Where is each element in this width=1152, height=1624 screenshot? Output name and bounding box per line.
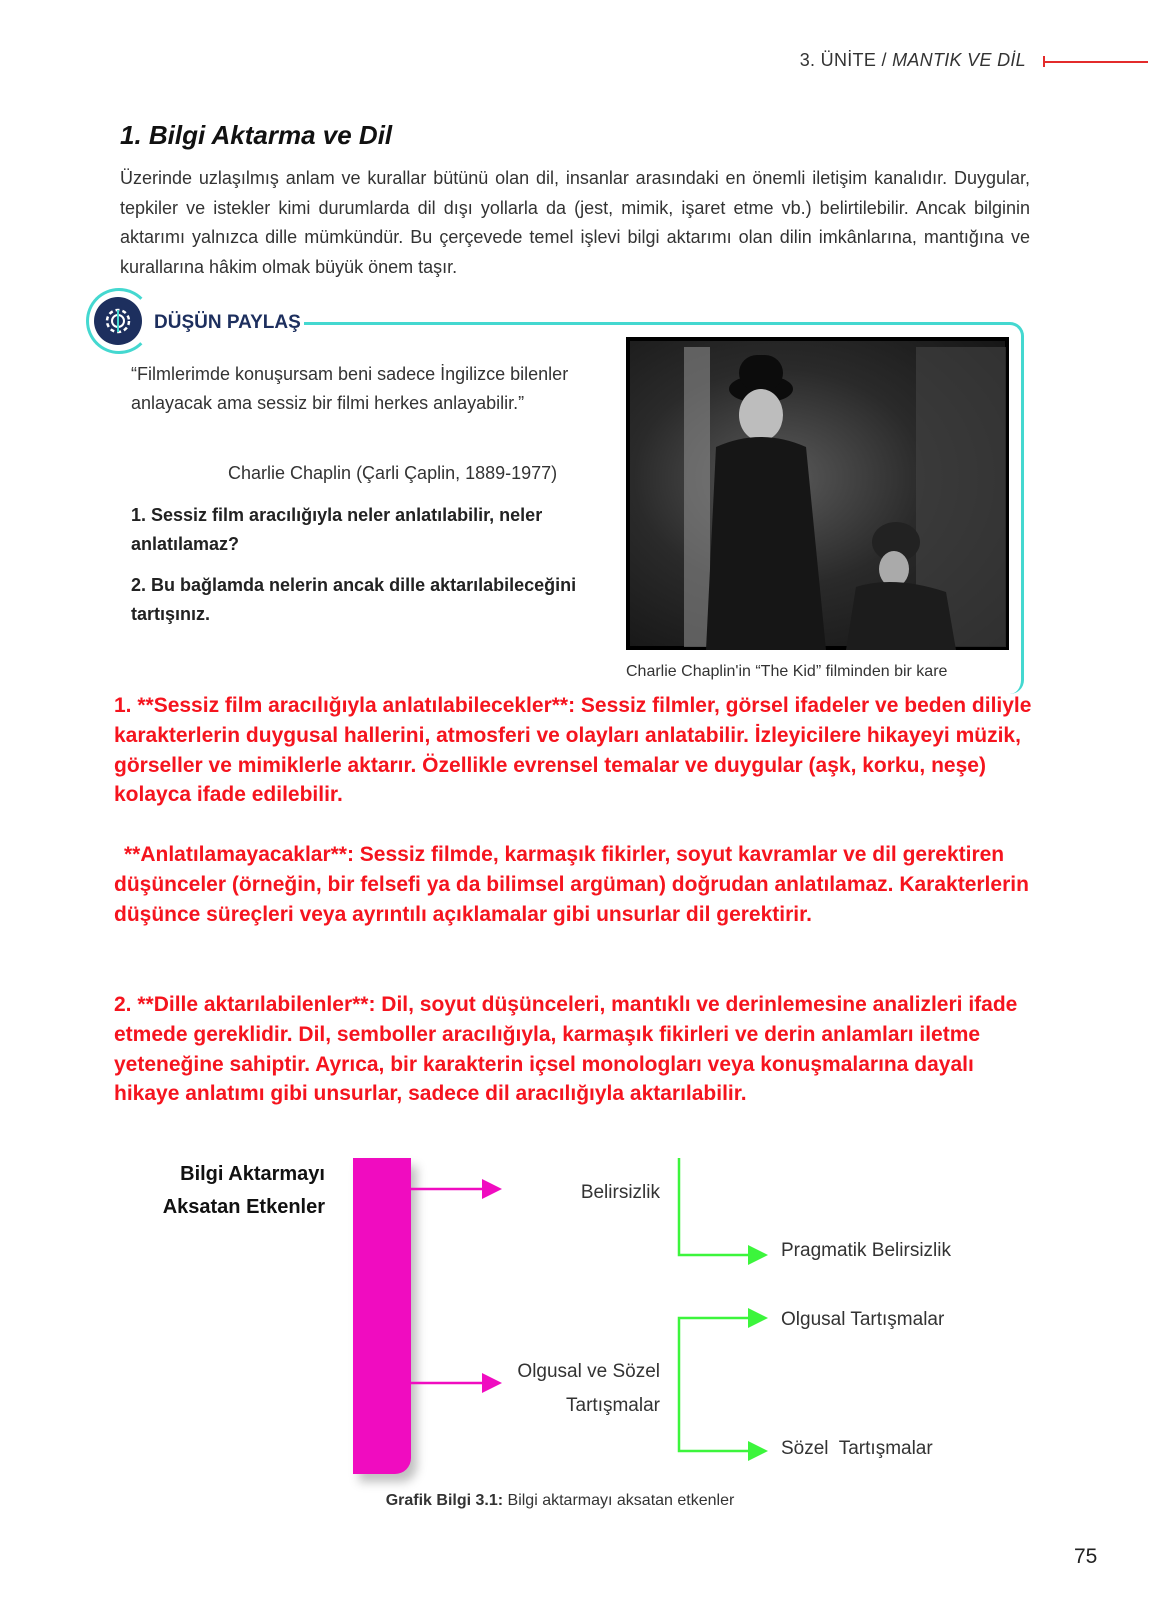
unit-title: MANTIK VE DİL [892, 50, 1026, 70]
node-pragmatik-belirsizlik: Pragmatik Belirsizlik [781, 1240, 951, 1261]
page-number: 75 [1074, 1545, 1098, 1568]
root-line-2: Aksatan Etkenler [162, 1196, 325, 1218]
caption-label: Grafik Bilgi 3.1: [385, 1492, 504, 1509]
intro-paragraph: Üzerinde uzlaşılmış anlam ve kurallar bütünü olan dil, insanlar arasındaki en önemli iletişim kanalıdır. Duygular, tepkiler ve istekler kimi durumlarda dil dışı yollarla da (jest, mimik, işaret etme vb.) belirtilebilir. Ancak bilginin aktarımı yalnızca dille mümkündür. Bu çerçevede temel işlevi bilgi aktarımı olan dilin imkânlarına, mantığına ve kurallarına hâkim olmak büyük önem taşır. [120, 168, 1030, 278]
diagram-caption [0, 1492, 1120, 1510]
unit-number: 3. ÜNİTE / [799, 50, 887, 70]
green-bracket-1 [679, 1158, 763, 1255]
answer-paragraph-3: 2. **Dille aktarılabilenler**: Dil, soyut düşünceleri, mantıklı ve derinlemesine analizleri ifade etmede gereklidir. Dil, semboller aracılığıyla, karmaşık fikirleri ve derin anlamları iletme yeteneğine sahiptir. Ayrıca, bir karakterin içsel monologları veya konuşmalarına dayalı hikaye anlatımı gibi unsurlar, sadece dil aracılığıyla aktarılabilir. [114, 993, 1018, 1106]
node-sozel-tartismalar: Sözel Tartışmalar [781, 1438, 933, 1459]
answer-paragraph-1: 1. **Sessiz film aracılığıyla anlatılabilecekler**: Sessiz filmler, görsel ifadeler ve beden diliyle karakterlerin duygusal hallerini, atmosferi ve olayları anlatabilir. İzleyicilere hikayeyi müzik, görseller ve mimiklerle aktarır. Özellikle evrensel temalar ve duygular (aşk, korku, neşe) kolayca ifade edilebilir. [114, 694, 1032, 807]
caption-text: Bilgi aktarmayı aksatan etkenler [503, 1492, 735, 1509]
question-1: 1. Sessiz film aracılığıyla neler anlatılabilir, neler anlatılamaz? [131, 505, 543, 554]
node-olgusal-sozel [517, 1355, 660, 1423]
question-2: 2. Bu bağlamda nelerin ancak dille aktarılabileceğini tartışınız. [131, 575, 577, 624]
node-olgusal-tartismalar: Olgusal Tartışmalar [781, 1309, 945, 1330]
root-line-1: Bilgi Aktarmayı [180, 1163, 325, 1185]
quote-attribution: Charlie Chaplin (Çarli Çaplin, 1889-1977) [228, 463, 558, 483]
chaplin-quote: “Filmlerimde konuşursam beni sadece İngilizce bilenler anlayacak ama sessiz bir filmi herkes anlayabilir.” [131, 364, 569, 413]
node-line-1: Olgusal ve Sözel [517, 1361, 660, 1382]
green-bracket-2a [679, 1318, 763, 1385]
node-belirsizlik: Belirsizlik [580, 1182, 660, 1203]
green-bracket-2b [679, 1385, 763, 1451]
think-share-label: DÜŞÜN PAYLAŞ [154, 312, 301, 333]
section-title: 1. Bilgi Aktarma ve Dil [120, 120, 393, 150]
answer-paragraph-2: **Anlatılamayacaklar**: Sessiz filmde, karmaşık fikirler, soyut kavramlar ve dil gerektiren düşünceler (örneğin, bir felsefi ya da bilimsel argüman) doğrudan anlatılamaz. Karakterlerin düşünce süreçleri veya ayrıntılı açıklamalar gibi unsurlar dil gerektirir. [114, 843, 1029, 926]
node-line-2: Tartışmalar [566, 1395, 660, 1416]
image-caption: Charlie Chaplin'in “The Kid” filminden bir kare [626, 663, 948, 680]
